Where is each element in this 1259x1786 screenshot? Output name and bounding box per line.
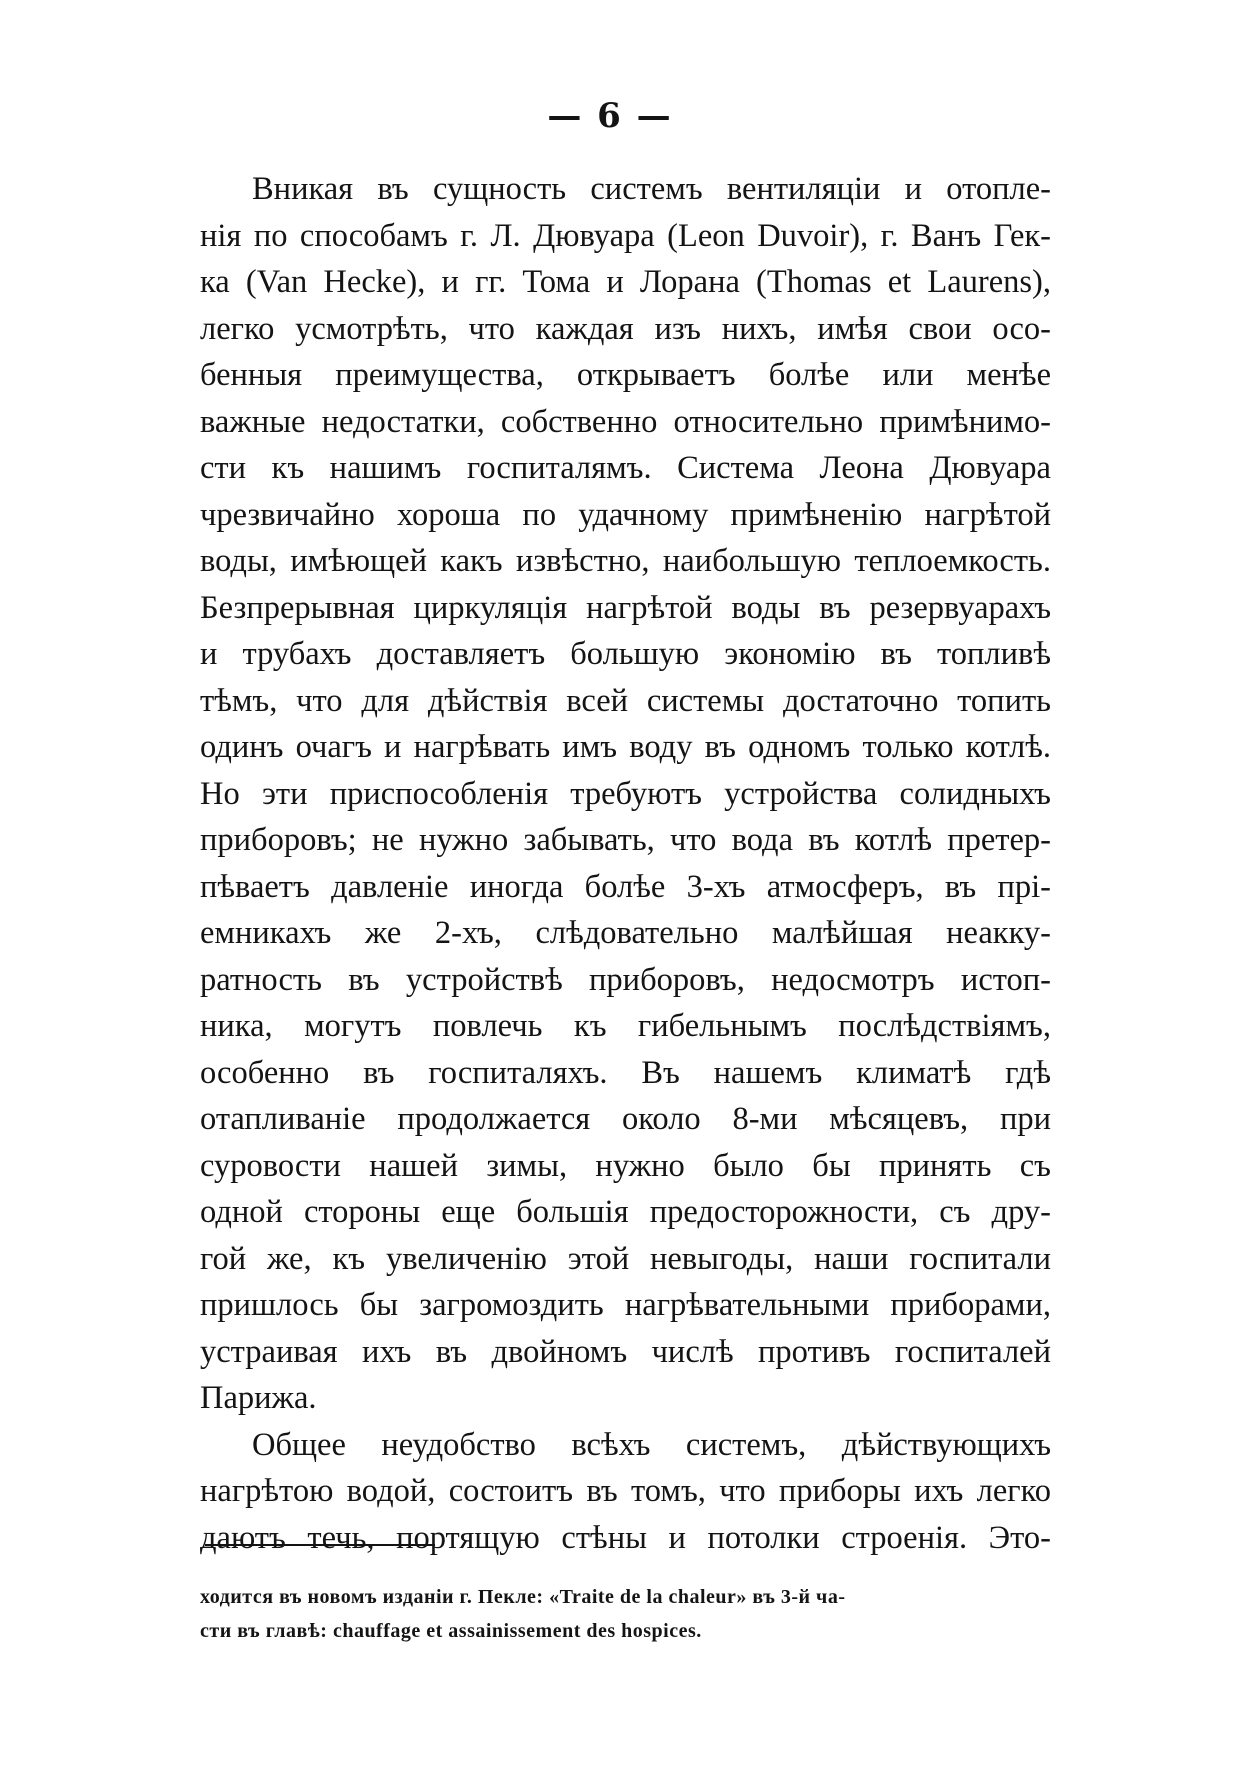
paragraph-1-line: и трубахъ доставляетъ большую экономію въ топливѣ bbox=[200, 636, 1051, 672]
paragraph-1-line: устраивая ихъ въ двойномъ числѣ противъ госпиталей bbox=[200, 1333, 1051, 1370]
paragraph-1-line: Безпрерывная циркуляція нагрѣтой воды въ резервуарахъ bbox=[200, 589, 1051, 626]
paragraph-1-line: отапливаніе продолжается около 8-ми мѣсяцевъ, при bbox=[200, 1101, 1051, 1137]
paragraph-1-line: Но эти приспособленія требуютъ устройства солидныхъ bbox=[200, 775, 1051, 812]
paragraph-2-line: Общее неудобство всѣхъ системъ, дѣйствующихъ bbox=[252, 1426, 1051, 1463]
paragraph-1-line: особенно въ госпиталяхъ. Въ нашемъ климатѣ гдѣ bbox=[200, 1054, 1051, 1091]
paragraph-1-line: ратность въ устройствѣ приборовъ, недосмотръ истоп- bbox=[200, 961, 1051, 998]
paragraph-1-line: Вникая въ сущность системъ вентиляціи и отопле- bbox=[252, 171, 1051, 207]
paragraph-2-line: даютъ течь, портящую стѣны и потолки строенія. Это- bbox=[200, 1519, 1051, 1556]
body-text bbox=[200, 166, 1051, 1561]
footnote bbox=[200, 1580, 1045, 1648]
paragraph-1-line: пришлось бы загромоздить нагрѣвательными приборами, bbox=[200, 1287, 1051, 1323]
paragraph-1-line: воды, имѣющей какъ извѣстно, наибольшую теплоемкость. bbox=[200, 543, 1051, 579]
paragraph-1-line: суровости нашей зимы, нужно было бы принять съ bbox=[200, 1147, 1051, 1184]
paragraph-1-line: Парижа. bbox=[200, 1380, 317, 1416]
paragraph-1-line: чрезвичайно хороша по удачному примѣненію нагрѣтой bbox=[200, 496, 1051, 533]
footnote-divider bbox=[205, 1544, 435, 1546]
paragraph-1-line: нія по способамъ г. Л. Дювуара (Leon Duvoir), г. Ванъ Гек- bbox=[200, 217, 1051, 254]
paragraph-1-line: одной стороны еще большія предосторожности, съ дру- bbox=[200, 1194, 1051, 1230]
page-number: — 6 — bbox=[547, 96, 673, 136]
paragraph-1-line: важные недостатки, собственно относительно примѣнимо- bbox=[200, 403, 1051, 440]
paragraph-1-line: легко усмотрѣть, что каждая изъ нихъ, имѣя свои осо- bbox=[200, 310, 1051, 347]
paragraph-1-line: гой же, къ увеличенію этой невыгоды, наши госпитали bbox=[200, 1240, 1051, 1277]
paragraph-1-line: ника, могутъ повлечь къ гибельнымъ послѣдствіямъ, bbox=[200, 1008, 1051, 1044]
paragraph-1-line: приборовъ; не нужно забывать, что вода въ котлѣ претер- bbox=[200, 822, 1051, 858]
paragraph-2-line: нагрѣтою водой, состоитъ въ томъ, что приборы ихъ легко bbox=[200, 1473, 1051, 1509]
paragraph-1-line: пѣваетъ давленіе иногда болѣе 3-хъ атмосферъ, въ прі- bbox=[200, 868, 1051, 905]
footnote-line: ходится въ новомъ изданіи г. Пекле: «Traite de la chaleur» въ 3-й ча- bbox=[200, 1586, 846, 1608]
paragraph-1-line: емникахъ же 2-хъ, слѣдовательно малѣйшая неакку- bbox=[200, 915, 1051, 951]
footnote-line: сти въ главѣ: chauffage et assainissement des hospices. bbox=[200, 1620, 702, 1642]
paragraph-1-line: тѣмъ, что для дѣйствія всей системы достаточно топить bbox=[200, 682, 1051, 719]
paragraph-1-line: ка (Van Hecke), и гг. Тома и Лорана (Thomas et Laurens), bbox=[200, 264, 1051, 300]
paragraph-1-line: одинъ очагъ и нагрѣвать имъ воду въ одномъ только котлѣ. bbox=[200, 729, 1051, 765]
paragraph-1-line: бенныя преимущества, открываетъ болѣе или менѣе bbox=[200, 357, 1051, 393]
paragraph-1-line: сти къ нашимъ госпиталямъ. Система Леона Дювуара bbox=[200, 450, 1051, 486]
